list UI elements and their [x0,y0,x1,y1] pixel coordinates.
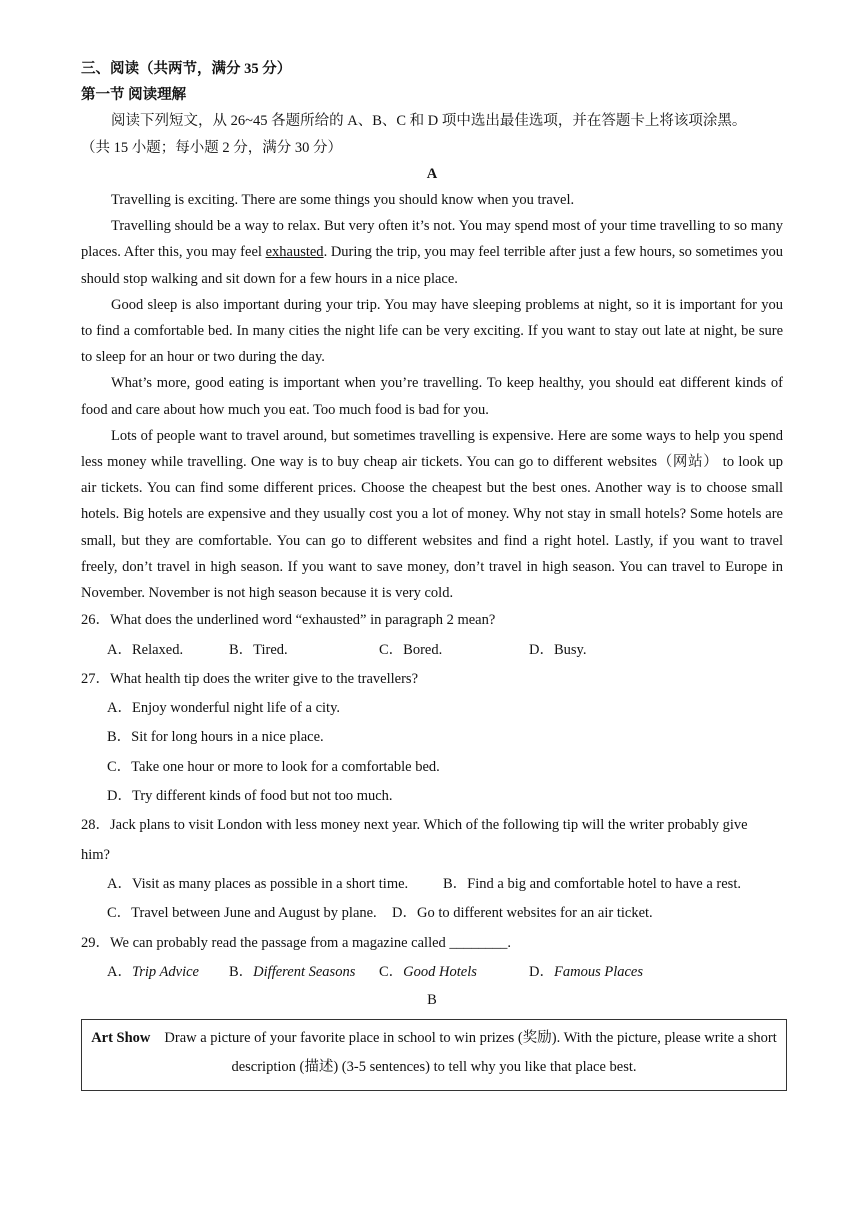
option-27-d[interactable]: D．Try different kinds of food but not too much. [107,788,393,805]
option-28-c[interactable]: C．Travel between June and August by plane. [107,905,377,922]
question-27-stem: 27．What health tip does the writer give to the travellers? [81,670,419,687]
question-26-stem: 26．What does the underlined word “exhausted” in paragraph 2 mean? [81,612,496,629]
option-29-c[interactable] [379,958,477,987]
option-28-a[interactable]: A．Visit as many places as possible in a short time. [107,875,409,892]
art-show-text: Draw a picture of your favorite place in school to win prizes (奖励). With the picture, please write a short description (描述) (3-5 sentences) to tell why you like that place best. [164,1030,777,1075]
section-subheading: 第一节 阅读理解 [81,87,187,104]
question-29-stem: 29．We can probably read the passage from a magazine called ________. [81,934,512,951]
option-28-b[interactable]: B．Find a big and comfortable hotel to have a rest. [443,875,741,892]
paragraph-2-text-end: . During the trip, you may feel terrible after just a few hours, so sometimes you should stop walking and sit down for a few hours in a nice place. [81,244,783,287]
option-29-d-text: Famous Places [553,963,643,980]
option-29-a[interactable] [107,958,199,987]
option-26-b[interactable]: B．Tired. [229,641,288,658]
question-28-stem-line-1: 28．Jack plans to visit London with less money next year. Which of the following tip will the writer probably give [81,817,748,834]
art-show-notice-box [81,1019,787,1091]
question-28-stem-line-2: him? [81,846,110,863]
option-29-d[interactable] [529,958,643,987]
question-26-options [81,636,783,665]
option-29-b-letter: B． [229,963,254,980]
option-26-c[interactable]: C．Bored. [379,641,443,658]
question-29-options [81,958,783,987]
option-26-a[interactable]: A．Relaxed. [107,641,184,658]
underlined-word: exhausted [265,244,324,261]
option-26-d[interactable]: D．Busy. [529,641,587,658]
passage-a-paragraph-3: Good sleep is also important during your trip. You may have sleeping problems at night, so it is important for you to find a comfortable bed. In many cities the night life can be very exciting. If you want to stay out late at night, be sure to sleep for an hour or two during the day. [81,296,783,366]
option-27-b[interactable]: B．Sit for long hours in a nice place. [107,729,324,746]
passage-b-label: B [427,992,437,1009]
question-28-options-row-1 [81,870,783,899]
section-heading: 三、阅读（共两节，满分 35 分） [81,61,292,77]
passage-a-paragraph-2 [81,213,783,292]
option-29-a-text: Trip Advice [131,963,199,980]
instructions-line-2: （共 15 小题；每小题 2 分，满分 30 分） [81,139,342,156]
option-29-a-letter: A． [107,963,132,980]
exam-page [81,56,783,1014]
passage-a-paragraph-5: Lots of people want to travel around, but sometimes travelling is expensive. Here are some ways to help you spend less money while travelling. One way is to buy cheap air tickets. You can go to different websites（网站） to look up air tickets. You can find some different prices. Choose the cheapest but the best ones. Another way is to choose small hotels. Big hotels are expensive and they usually cost you a lot of money. Why not stay in small hotels? Some hotels are small, but they are comfortable. You can go to different websites and find a right hotel. Lastly, if you want to travel freely, don’t travel in high season. If you want to save money, don’t travel in high season. You can travel to Europe in November. November is not high season because it is very cold. [81,427,783,602]
option-29-b-text: Different Seasons [253,963,356,980]
passage-a-label: A [426,165,438,182]
option-29-b[interactable] [229,958,355,987]
option-29-d-letter: D． [529,963,554,980]
passage-a-paragraph-4: What’s more, good eating is important when you’re travelling. To keep healthy, you should eat different kinds of food and care about how much you eat. Too much food is bad for you. [81,375,783,418]
option-29-c-text: Good Hotels [403,963,477,980]
question-28-options-row-2 [81,899,783,928]
option-29-c-letter: C． [379,963,404,980]
passage-a-paragraph-1: Travelling is exciting. There are some things you should know when you travel. [111,192,575,209]
art-show-title: Art Show [91,1030,151,1046]
option-27-c[interactable]: C．Take one hour or more to look for a comfortable bed. [107,758,440,775]
option-27-a[interactable]: A．Enjoy wonderful night life of a city. [107,700,341,717]
option-28-d[interactable]: D．Go to different websites for an air ticket. [392,905,653,922]
instructions-line-1: 阅读下列短文，从 26~45 各题所给的 A、B、C 和 D 项中选出最佳选项，并在答题卡上将该项涂黑。 [111,113,747,130]
paragraph-2-text-start: Travelling should be a way to relax. But very often it’s not. You may spend most of your time travelling to so many places. After this, you may feel [81,218,783,261]
